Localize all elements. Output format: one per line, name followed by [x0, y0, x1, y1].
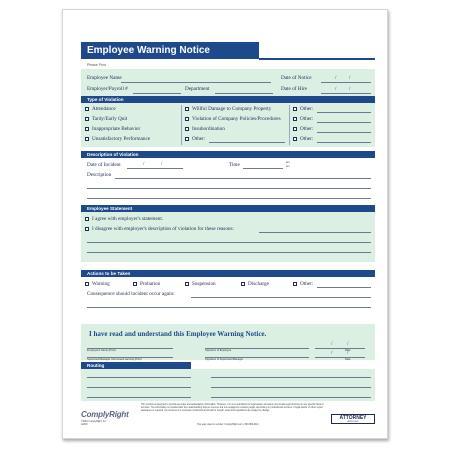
- statement-header: Employee Statement: [81, 205, 375, 212]
- other-1-checkbox[interactable]: [293, 107, 297, 111]
- date-of-hire-field[interactable]: [321, 93, 371, 94]
- attendance-checkbox[interactable]: [85, 107, 89, 111]
- unsatisfactory-performance-label: Unsatisfactory Performance: [92, 136, 151, 142]
- attorney-sub-label: APPROVED: [347, 421, 359, 423]
- form-code: A2315: [81, 424, 88, 426]
- description-line-2[interactable]: [87, 188, 371, 189]
- acknowledgement-text: I have read and understand this Employee Warning Notice.: [89, 330, 267, 338]
- routing-line-3[interactable]: [87, 397, 191, 398]
- date-of-notice-label: Date of Notice: [281, 75, 312, 81]
- actions-section: [81, 277, 375, 317]
- employee-info-box: Employee Name Date of Notice / / Employer/Payroll # Department Date of Hire / /: [81, 69, 375, 98]
- disagree-checkbox[interactable]: [85, 227, 89, 231]
- other-action-checkbox[interactable]: [293, 282, 297, 286]
- form-title: Employee Warning Notice: [81, 42, 259, 59]
- inappropriate-behavior-label: Inappropriate Behavior: [92, 126, 141, 132]
- disagree-reason-line-3[interactable]: [87, 252, 371, 253]
- date-of-incident-label: Date of Incident: [87, 162, 121, 168]
- other-3-checkbox[interactable]: [293, 127, 297, 131]
- disagree-reason-line-1[interactable]: [259, 232, 371, 233]
- routing-header: Routing: [81, 362, 191, 369]
- attendance-label: Attendance: [92, 106, 116, 112]
- title-rule: [259, 58, 375, 60]
- routing-line-5[interactable]: [211, 387, 371, 388]
- other-1-field[interactable]: [317, 112, 371, 113]
- other-2-checkbox[interactable]: [293, 117, 297, 121]
- other-4-checkbox[interactable]: [293, 137, 297, 141]
- agree-checkbox[interactable]: [85, 217, 89, 221]
- description-header: Description of Violation: [81, 151, 375, 158]
- other-3-label: Other:: [300, 126, 314, 132]
- warning-label: Warning: [92, 281, 110, 287]
- routing-line-1[interactable]: [87, 377, 191, 378]
- supervisor-date-label: Date: [345, 358, 351, 361]
- other-1-label: Other:: [300, 106, 314, 112]
- inappropriate-behavior-checkbox[interactable]: [85, 127, 89, 131]
- employer-payroll-field[interactable]: [133, 93, 181, 94]
- complyright-logo: ComplyRight: [81, 410, 129, 419]
- routing-line-4[interactable]: [211, 377, 371, 378]
- violation-header: Type of Violation: [81, 96, 375, 103]
- agree-label: I agree with employer's statement.: [92, 216, 164, 222]
- willful-damage-checkbox[interactable]: [185, 107, 189, 111]
- probation-checkbox[interactable]: [133, 282, 137, 286]
- description-line-1[interactable]: [115, 178, 371, 179]
- willful-damage-label: Willful Damage to Company Property: [192, 106, 272, 112]
- discharge-label: Discharge: [248, 281, 269, 287]
- violation-section: [81, 103, 375, 147]
- description-line-3[interactable]: [87, 198, 371, 199]
- routing-section: [81, 369, 375, 401]
- employer-payroll-label: Employer/Payroll #: [87, 86, 128, 92]
- routing-line-6[interactable]: [211, 397, 371, 398]
- description-label: Description: [87, 172, 112, 178]
- supervisor-name-print-label: Supervisor/Manager who issued warning (Print): [87, 358, 142, 361]
- other-2-field[interactable]: [317, 122, 371, 123]
- date-of-incident-field[interactable]: [127, 168, 183, 169]
- reorder-text: Two easy ways to reorder: ComplyRight.com • 800-999-9111: [197, 424, 259, 426]
- suspension-label: Suspension: [192, 281, 216, 287]
- consequence-line-2[interactable]: [87, 307, 371, 308]
- employee-date-label: Date: [345, 349, 351, 352]
- employee-signature-label: Signature of Employee: [205, 349, 232, 352]
- other-2-label: Other:: [300, 116, 314, 122]
- attorney-label: ATTORNEY: [339, 415, 367, 421]
- pm-option[interactable]: pm: [286, 165, 290, 168]
- actions-header: Actions to be Taken: [81, 270, 375, 277]
- form-sheet: Employee Warning Notice Please Print Employee Name Date of Notice / / Employer/Payroll # Department Date of Hire / / Type of Violation Attendance Tardy/Early Quit Inappropriate Behavior Unsatisfactory Performance Willful Damage to Company Property Violation of Company Policies/Procedures Insubordination Other: Other: Other: Other: Other: Description of Violation Date of Incident / / Time am pm Description Employee Statement I agree with employer's statement. I disagree with employer's description of violation for these reasons: Actions to be Taken Warning Probation Suspension Discharge Other: Consequence should incident occur again: I have read and understand this Employee Warning Notice. Employee's Name (Print) Signature of Employee / / Date Supervisor/Manager who issued warning (Print) Signature of Supervisor/Manager / / Date Routing ComplyRight ©2016 ComplyRight, Inc. A2315 This product is designed to provide accurate and authoritative information. However, it is not a substitute for legal advice and does not provide legal opinions on any specific facts or services. The information is provided with the understanding that our sources are not engaged in rendering legal, accounting or professional services. If legal advice or other expert assistance is required, the services of a competent professional should be sought. Laws and regulations are subject to change. Two easy ways to reorder: ComplyRight.com • 800-999-9111 ATTORNEY APPROVED: [62, 9, 388, 439]
- policy-violation-checkbox[interactable]: [185, 117, 189, 121]
- disagree-label: I disagree with employer's description of violation for these reasons:: [92, 226, 234, 232]
- consequence-label: Consequence should incident occur again:: [87, 291, 175, 297]
- insubordination-label: Insubordination: [192, 126, 225, 132]
- department-label: Department: [185, 86, 210, 92]
- am-option[interactable]: am: [286, 161, 290, 164]
- description-section: Date of Incident / / Time am pm Description: [81, 158, 375, 202]
- other-3-field[interactable]: [317, 132, 371, 133]
- department-field[interactable]: [215, 93, 273, 94]
- discharge-checkbox[interactable]: [241, 282, 245, 286]
- consequence-line-1[interactable]: [191, 297, 371, 298]
- other-col2-field[interactable]: [209, 142, 285, 143]
- time-label: Time: [229, 162, 240, 168]
- date-of-hire-label: Date of Hire: [281, 86, 307, 92]
- supervisor-signature-label: Signature of Supervisor/Manager: [205, 358, 244, 361]
- tardy-checkbox[interactable]: [85, 117, 89, 121]
- warning-checkbox[interactable]: [85, 282, 89, 286]
- employee-date-line[interactable]: [315, 348, 365, 349]
- other-4-field[interactable]: [317, 142, 371, 143]
- disclaimer-text: This product is designed to provide accurate and authoritative information. However, it is not a substitute for legal advice and does not provide legal opinions on any specific facts or services. The information is provided with the understanding that our sources are not engaged in rendering legal, accounting or professional services. If legal advice or other expert assistance is required, the services of a competent professional should be sought. Laws and regulations are subject to change.: [141, 404, 324, 412]
- other-action-label: Other:: [300, 281, 314, 287]
- statement-section: [81, 212, 375, 262]
- other-col2-label: Other:: [192, 136, 206, 142]
- unsatisfactory-performance-checkbox[interactable]: [85, 137, 89, 141]
- routing-line-2[interactable]: [87, 387, 191, 388]
- employee-name-print-label: Employee's Name (Print): [87, 349, 116, 352]
- insubordination-checkbox[interactable]: [185, 127, 189, 131]
- tardy-label: Tardy/Early Quit: [92, 116, 128, 122]
- other-col2-checkbox[interactable]: [185, 137, 189, 141]
- disagree-reason-line-2[interactable]: [87, 242, 371, 243]
- date-of-notice-field[interactable]: [321, 82, 371, 83]
- supervisor-date-line[interactable]: [315, 357, 365, 358]
- other-action-field[interactable]: [317, 287, 371, 288]
- please-print-note: Please Print: [87, 63, 106, 67]
- copyright-text: ©2016 ComplyRight, Inc.: [81, 421, 107, 423]
- employee-name-field[interactable]: [121, 82, 271, 83]
- employee-name-label: Employee Name: [87, 75, 122, 81]
- policy-violation-label: Violation of Company Policies/Procedures: [192, 116, 281, 122]
- time-field[interactable]: [243, 168, 283, 169]
- other-4-label: Other:: [300, 136, 314, 142]
- attorney-approved-badge: [331, 414, 375, 424]
- suspension-checkbox[interactable]: [185, 282, 189, 286]
- probation-label: Probation: [140, 281, 161, 287]
